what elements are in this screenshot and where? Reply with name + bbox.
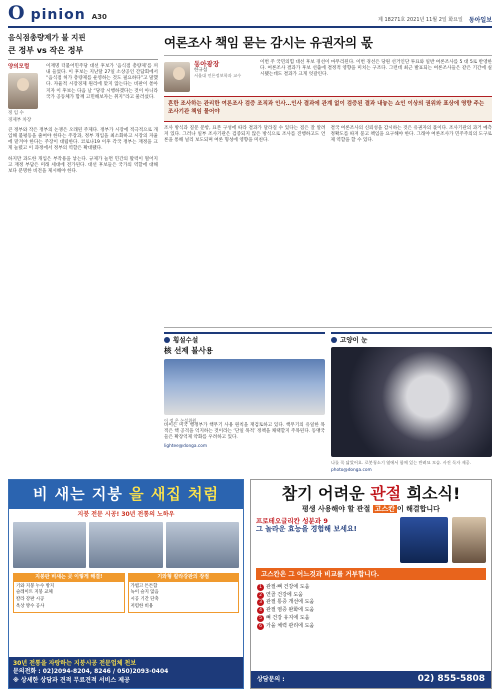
photo-caption: 나를 꼭 닮았어요. 로봇청소기 옆에서 함께 있는 반려묘 모습. 사진 독자 제공. — [331, 460, 471, 466]
joint-ad-headline-b: 관절 — [370, 484, 402, 503]
main-body-3: 결국 여론조사의 신뢰성을 감시하는 것은 유권자의 몫이다. 조사기관의 과거 예측 정확도를 따져 묻고 책임을 요구해야 한다. 그래야 여론조사가 민주주의의 도구로 제 역할을 할 수 있다. — [330, 125, 492, 143]
column-kicker: 음식점총량제가 불 지핀 — [8, 33, 86, 42]
header-meta — [378, 17, 492, 25]
roof-list-1 — [13, 573, 125, 613]
joint-ad-mid — [251, 514, 491, 566]
roof-ad-headline — [9, 480, 243, 509]
main-body-columns — [164, 126, 492, 145]
section-body: 바이든 미국 행정부가 핵무기 사용 원칙을 재검토하고 있다. 핵무기의 유일한 목적은 핵 공격을 억지하는 것이라는 ‘단일 목적’ 정책을 채택할지 주목된다. 동맹국들은 확장억제 약화를 우려하고 있다. — [164, 423, 325, 441]
benefit-item — [257, 607, 485, 615]
check-icon: 6 — [257, 623, 264, 630]
roof-photo — [166, 522, 239, 568]
main-author-photo — [164, 62, 190, 92]
roof-ad-slogan: 30년 전통을 자랑하는 지붕시공 전문업체 천보 — [13, 659, 137, 667]
nuclear-photo — [164, 359, 325, 415]
phone-number: 02) 855-5808 — [417, 673, 485, 684]
check-icon: 4 — [257, 607, 264, 614]
roof-ad-phone: 문의전화 : 02)2094-8204, 8246 / 050)2093-0404 — [13, 668, 169, 676]
advertisements — [8, 479, 492, 689]
check-icon: 3 — [257, 599, 264, 606]
roof-ad-footer — [9, 657, 243, 688]
main-body-1: 이번 주 국민의힘 대선 후보 경선이 마무리된다. 이번 경선은 당원 선거인단 투표와 일반 여론조사를 5 대 5로 반영한다. 여론조사 결과가 후보 선출에 결정적 영향을 미치는 구조다. 그런데 최근 발표되는 여론조사들은 같은 기간에 실시됐는데도 결과가 크게 엇갈린다. — [260, 59, 492, 77]
joint-ad-headline — [251, 480, 491, 505]
joint-ad-band: 고스칸은 그 어느것과 비교를 거부합니다. — [256, 568, 486, 580]
benefit-text: 연골 건강에 도움 — [266, 591, 303, 598]
roof-list-title: 기와형 칼라강판의 장점 — [129, 574, 239, 582]
right-area — [164, 33, 492, 473]
section-author: 이 정 은 논설위원 — [164, 417, 197, 423]
joint-ad-sub-a: 평생 사용해야 할 관절 — [302, 505, 373, 513]
joint-ad-product-name: 고스칸 — [374, 505, 395, 513]
check-icon: 5 — [257, 615, 264, 622]
joint-ad-phone — [251, 671, 491, 688]
author-tag: 양의모럴 — [8, 63, 30, 70]
joint-ad-headline-c: 희소식! — [401, 484, 461, 503]
author-role: 경제부 차장 — [8, 118, 32, 124]
joint-ad-headline-a: 참기 어려운 — [281, 484, 371, 503]
benefit-text: 관절·뼈 건강에 도움 — [266, 583, 310, 590]
section-hoengseol — [164, 332, 325, 473]
lower-sections — [164, 327, 492, 473]
roof-photo — [13, 522, 86, 568]
main-author — [164, 60, 254, 92]
section-title-text: 횡설수설 — [173, 336, 199, 345]
section-title — [331, 332, 492, 344]
section-email: lightee@donga.com — [164, 443, 208, 449]
main-body-2: 조사 방식과 질문 문항, 표본 구성에 따라 결과가 달라질 수 있다는 점은 잘 알려져 있다. 그러나 일부 조사기관은 검증되지 않은 방식으로 조사를 진행하고도 언론을 통해 널리 보도되며 여론 형성에 영향을 미친다. — [164, 125, 326, 143]
roof-ad — [8, 479, 244, 689]
column-body-2: 큰 정부와 작은 정부의 논쟁은 오래된 주제다. 정부가 시장에 적극적으로 개입해 불평등을 줄여야 한다는 주장과, 정부 개입을 최소화하고 시장의 자율에 맡겨야 한다는 주장이 대립한다. 코로나19 이후 각국 정부는 재정을 크게 늘렸고 이 과정에서 정부의 역할은 확대됐다. — [8, 127, 158, 152]
main-author-column: 동아광장 — [194, 59, 220, 68]
column-title: 큰 정부 vs 작은 정부 — [8, 46, 158, 60]
left-column — [8, 33, 158, 473]
product-box-image — [400, 517, 448, 563]
main-author-row — [164, 60, 492, 92]
roof-photo — [89, 522, 162, 568]
page-header — [8, 1, 492, 28]
paper-name: 동아일보 — [468, 16, 492, 24]
cat-photo — [331, 347, 492, 457]
benefit-item — [257, 584, 485, 592]
joint-ad-sub — [251, 505, 491, 514]
issue-date: 제 18271호 2021년 11월 2일 화요일 — [378, 17, 463, 24]
joint-ad-line2: 그 놀라운 효능을 경험해 보세요! — [256, 524, 357, 533]
roof-list-title: 지붕판 비새는 곳 이렇게 해결! — [14, 574, 124, 582]
roof-ad-sub: 지붕 전문 시공! 30년 전통의 노하우 — [77, 510, 175, 518]
main-author-name: 한규섭 — [194, 67, 208, 73]
benefit-text: 뼈 건강 유지에 도움 — [266, 614, 310, 621]
roof-list-item: 가볍고 튼튼함 — [130, 583, 158, 589]
brand-text: pinion — [30, 6, 86, 23]
roof-ad-headline-a: 비 새는 지붕 — [32, 485, 123, 503]
editorial-columns — [8, 33, 492, 473]
section-brand — [8, 1, 107, 25]
benefit-text: 가을 체력 관리에 도움 — [266, 622, 315, 629]
author-photo — [8, 73, 38, 109]
roof-ad-note: ※ 상세한 상담과 견적 무료견적 서비스 제공 — [13, 676, 130, 684]
benefit-item — [257, 615, 485, 623]
column-author — [8, 64, 42, 124]
benefit-item — [257, 623, 485, 631]
roof-list-item: 칼라 강판 시공 — [16, 596, 45, 602]
brand-letter: O — [8, 1, 25, 24]
joint-ad — [250, 479, 492, 689]
joint-ad-line1: 프로테오글리칸 성분과 9 — [256, 516, 328, 525]
main-headline: 여론조사 책임 묻는 감시는 유권자의 몫 — [164, 33, 492, 56]
joint-ad-benefits — [251, 582, 491, 633]
joint-ad-text — [256, 517, 396, 563]
main-author-info — [194, 60, 241, 79]
roof-list-item: 옥상 방수 공사 — [16, 603, 45, 609]
roof-list-item: 슬레이트 지붕 교체 — [16, 590, 53, 596]
check-icon: 1 — [257, 584, 264, 591]
section-bullet-icon — [164, 337, 170, 343]
section-bullet-icon — [331, 337, 337, 343]
section-subtitle: 核 선제 불사용 — [164, 346, 213, 356]
section-title — [164, 332, 325, 344]
benefit-text: 관절 염증 완화에 도움 — [266, 607, 315, 614]
roof-list-item: 녹이 슬지 않음 — [130, 590, 159, 596]
roof-ad-photos — [9, 520, 243, 570]
benefit-item — [257, 599, 485, 607]
joint-ad-sub-c: 이 해결합니다 — [396, 505, 440, 513]
roof-list-2 — [128, 573, 240, 613]
phone-label: 상담문의 : — [257, 675, 285, 683]
column-body-1: 이재명 더불어민주당 대선 후보가 ‘음식점 총량제’를 꺼내 들었다. 이 후보는 지난달 27일 소상공인 간담회에서 “음식점 허가 총량제를 운영하는 것도 필요하다”고 말했다. 자율적 시장경제 원리에 맞지 않는다는 비판이 쏟아지자 이 후보는 다음 날 “당장 시행하겠다는 것이 아니라 국가 공동체가 함께 고민해보자는 취지”라고 물러섰다. — [46, 63, 158, 100]
main-article — [164, 33, 492, 322]
roof-list-item: 저렴한 비용 — [130, 603, 154, 609]
author-name: 정 임 수 — [8, 110, 24, 116]
check-icon: 2 — [257, 592, 264, 599]
roof-ad-headline-b: 을 새집 처럼 — [129, 485, 220, 503]
section-cat-eye — [331, 332, 492, 473]
pull-quote: 흔한 조사하는 관리한 여론조사 검증 조직과 인사…인사 결과에 관계 없이 검증된 결과 내놓는 쇼인 이상의 권위와 표상에 영향 주는 조사기관 책임 물어야 — [164, 96, 492, 122]
roof-ad-lists — [9, 570, 243, 616]
column-author-box — [8, 64, 158, 124]
column-body-3: 하지만 과도한 개입은 부작용을 낳는다. 규제가 늘면 민간의 활력이 떨어지고 재정 부담은 미래 세대에 전가된다. 대선 후보들은 국가의 역할에 대해 보다 분명한 비전을 제시해야 한다. — [8, 156, 158, 174]
section-title-text: 고양이 눈 — [340, 336, 368, 345]
roof-list-item: 기와 지붕 누수 방지 — [16, 583, 55, 589]
spokesperson-photo — [452, 517, 486, 563]
main-author-desc: 서울대 언론정보학과 교수 — [194, 73, 242, 79]
page-number: A30 — [91, 12, 107, 21]
roof-list-item: 시공 기간 단축 — [130, 596, 159, 602]
photo-email: photo@donga.com — [331, 467, 372, 473]
benefit-text: 관절 통증 개선에 도움 — [266, 599, 315, 606]
